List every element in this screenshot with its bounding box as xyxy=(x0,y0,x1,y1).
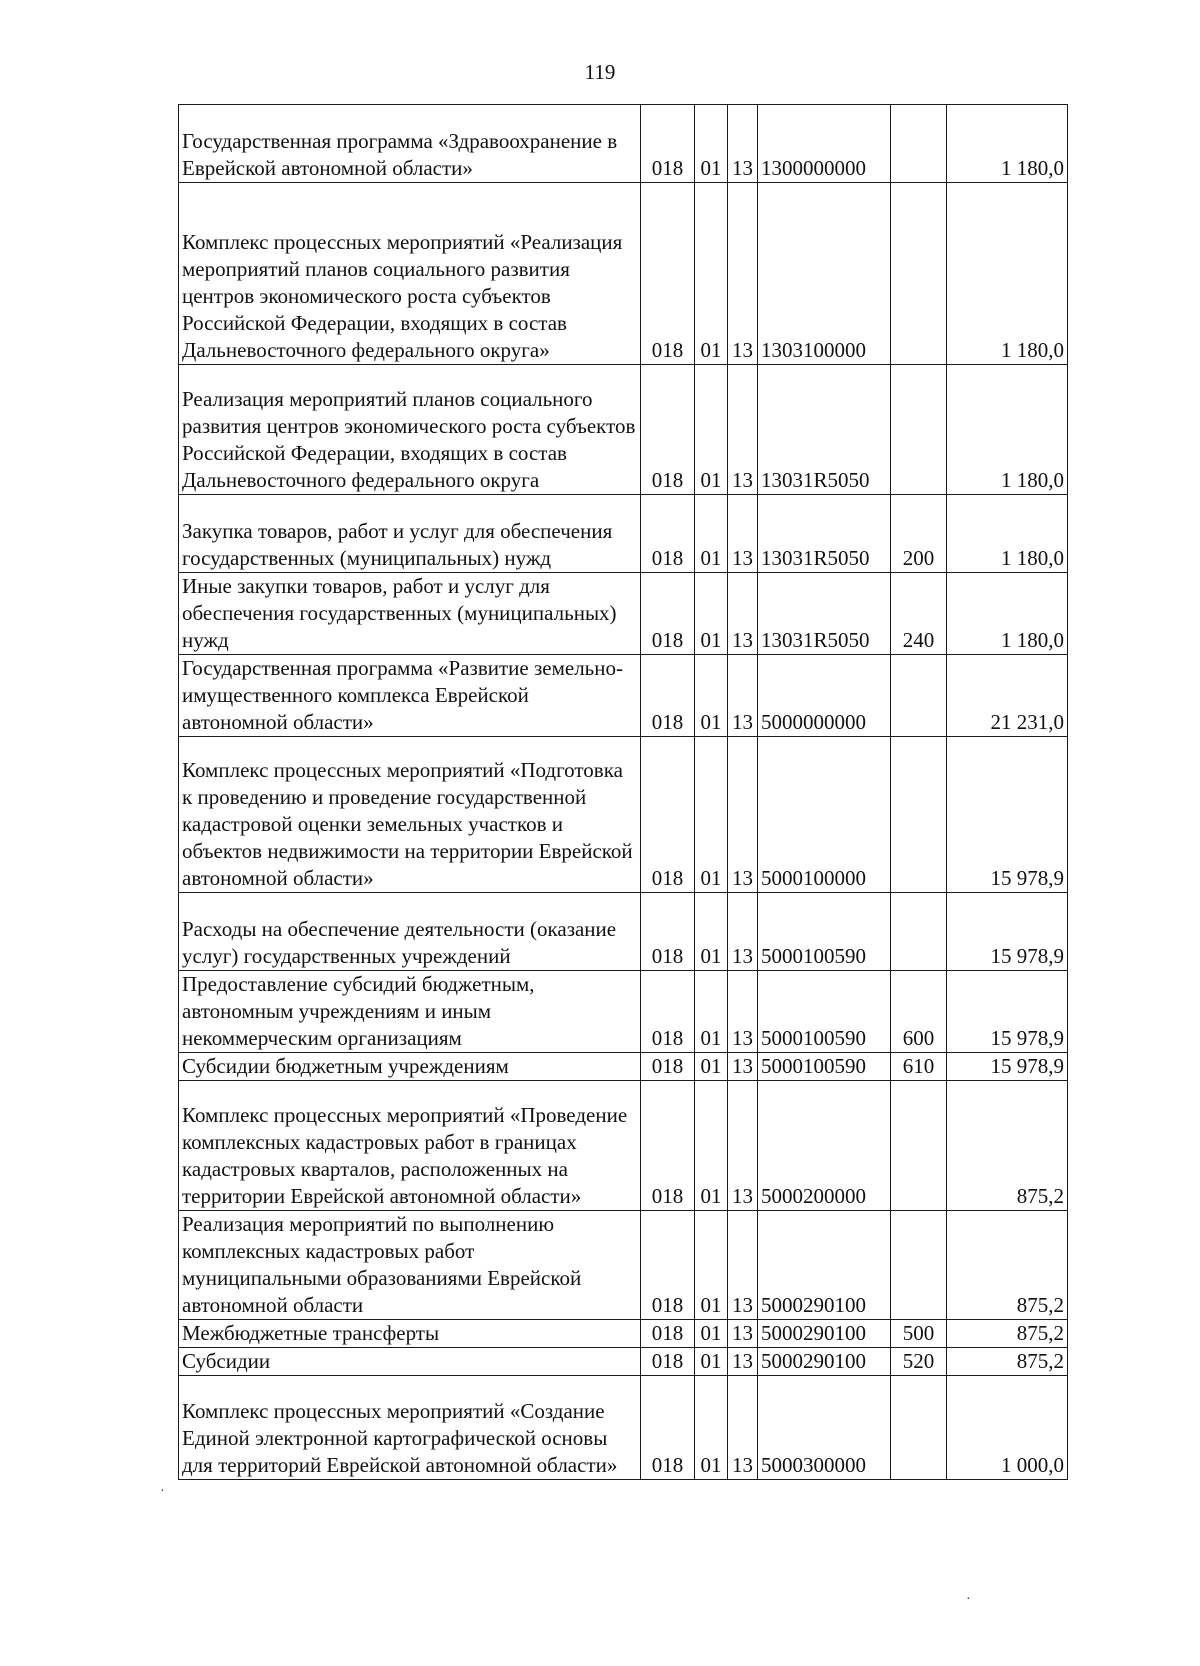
admin-code-cell xyxy=(641,495,695,573)
admin-code: 018 xyxy=(651,1293,684,1317)
amount-cell xyxy=(947,1053,1068,1081)
section-code: 01 xyxy=(700,944,722,968)
subsection-code-cell xyxy=(728,1320,758,1348)
section-code-cell xyxy=(695,573,728,655)
table-row xyxy=(179,893,1068,971)
admin-code: 018 xyxy=(651,1026,684,1050)
table-row xyxy=(179,105,1068,183)
row-name-cell xyxy=(179,495,641,573)
amount-cell xyxy=(947,655,1068,737)
admin-code: 018 xyxy=(651,944,684,968)
admin-code: 018 xyxy=(651,468,684,492)
admin-code-cell xyxy=(641,1376,695,1480)
target-article-code-cell xyxy=(758,1211,891,1320)
amount-cell xyxy=(947,1081,1068,1211)
target-article-code: 13031R5050 xyxy=(761,468,870,492)
amount: 1 180,0 xyxy=(1001,156,1064,180)
admin-code-cell xyxy=(641,1320,695,1348)
amount: 1 180,0 xyxy=(1001,628,1064,652)
target-article-code: 5000300000 xyxy=(761,1453,866,1477)
target-article-code: 5000290100 xyxy=(761,1293,866,1317)
section-code-cell xyxy=(695,893,728,971)
row-name: Государственная программа «Здравоохранение в Еврейской автономной области» xyxy=(182,129,618,180)
section-code-cell xyxy=(695,1348,728,1376)
target-article-code-cell xyxy=(758,105,891,183)
admin-code-cell xyxy=(641,1053,695,1081)
subsection-code-cell xyxy=(728,183,758,365)
row-name-cell xyxy=(179,737,641,893)
row-name-cell xyxy=(179,655,641,737)
section-code-cell xyxy=(695,495,728,573)
target-article-code: 13031R5050 xyxy=(761,546,870,570)
subsection-code-cell xyxy=(728,1211,758,1320)
table-row xyxy=(179,1348,1068,1376)
expense-type-code-cell xyxy=(891,1320,947,1348)
subsection-code-cell xyxy=(728,365,758,495)
section-code: 01 xyxy=(700,546,722,570)
subsection-code-cell xyxy=(728,105,758,183)
expense-type-code-cell xyxy=(891,655,947,737)
budget-table xyxy=(178,104,1068,1480)
subsection-code-cell xyxy=(728,737,758,893)
subsection-code: 13 xyxy=(732,1054,753,1078)
target-article-code: 5000290100 xyxy=(761,1321,866,1345)
amount: 15 978,9 xyxy=(990,866,1064,890)
row-name-cell xyxy=(179,1211,641,1320)
section-code: 01 xyxy=(700,1054,722,1078)
target-article-code: 5000000000 xyxy=(761,710,866,734)
row-name: Комплекс процессных мероприятий «Реализация мероприятий планов социального развития центров экономического роста субъектов Российской Федерации, входящих в состав Дальневосточного федерального округа» xyxy=(182,230,623,362)
section-code-cell xyxy=(695,1081,728,1211)
row-name: Комплекс процессных мероприятий «Подготовка к проведению и проведение государственной кадастровой оценки земельных участков и объектов недвижимости на территории Еврейской автономной области» xyxy=(182,758,633,890)
subsection-code: 13 xyxy=(732,1293,753,1317)
target-article-code-cell xyxy=(758,1348,891,1376)
row-name: Иные закупки товаров, работ и услуг для обеспечения государственных (муниципальных) нужд xyxy=(182,574,617,652)
amount: 15 978,9 xyxy=(990,944,1064,968)
row-name-cell xyxy=(179,183,641,365)
amount: 875,2 xyxy=(1016,1184,1064,1208)
row-name-cell xyxy=(179,1053,641,1081)
table-row xyxy=(179,365,1068,495)
admin-code: 018 xyxy=(651,156,684,180)
section-code-cell xyxy=(695,105,728,183)
expense-type-code: 240 xyxy=(902,628,935,652)
target-article-code-cell xyxy=(758,1053,891,1081)
amount: 875,2 xyxy=(1016,1321,1064,1345)
admin-code: 018 xyxy=(651,1349,684,1373)
row-name-cell xyxy=(179,573,641,655)
table-row xyxy=(179,573,1068,655)
expense-type-code-cell xyxy=(891,737,947,893)
expense-type-code-cell xyxy=(891,1053,947,1081)
subsection-code: 13 xyxy=(732,628,753,652)
section-code: 01 xyxy=(700,1349,722,1373)
subsection-code: 13 xyxy=(732,1349,753,1373)
section-code: 01 xyxy=(700,1026,722,1050)
expense-type-code: 600 xyxy=(902,1026,935,1050)
section-code-cell xyxy=(695,183,728,365)
section-code: 01 xyxy=(700,338,722,362)
section-code-cell xyxy=(695,1376,728,1480)
subsection-code: 13 xyxy=(732,710,753,734)
subsection-code-cell xyxy=(728,893,758,971)
admin-code: 018 xyxy=(651,628,684,652)
subsection-code: 13 xyxy=(732,1321,753,1345)
margin-dot: · xyxy=(966,1592,971,1607)
expense-type-code: 200 xyxy=(902,546,935,570)
target-article-code: 5000100590 xyxy=(761,944,866,968)
section-code: 01 xyxy=(700,468,722,492)
admin-code: 018 xyxy=(651,1321,684,1345)
amount-cell xyxy=(947,893,1068,971)
subsection-code-cell xyxy=(728,1081,758,1211)
section-code-cell xyxy=(695,1211,728,1320)
amount-cell xyxy=(947,105,1068,183)
row-name-cell xyxy=(179,971,641,1053)
admin-code-cell xyxy=(641,737,695,893)
admin-code-cell xyxy=(641,1348,695,1376)
section-code: 01 xyxy=(700,866,722,890)
admin-code-cell xyxy=(641,573,695,655)
table-row xyxy=(179,1081,1068,1211)
section-code-cell xyxy=(695,655,728,737)
target-article-code-cell xyxy=(758,365,891,495)
table-row xyxy=(179,495,1068,573)
amount: 15 978,9 xyxy=(990,1054,1064,1078)
section-code-cell xyxy=(695,737,728,893)
amount: 875,2 xyxy=(1016,1349,1064,1373)
section-code: 01 xyxy=(700,1184,722,1208)
subsection-code: 13 xyxy=(732,156,753,180)
target-article-code-cell xyxy=(758,1081,891,1211)
admin-code: 018 xyxy=(651,1184,684,1208)
expense-type-code: 500 xyxy=(902,1321,935,1345)
row-name-cell xyxy=(179,893,641,971)
table-row xyxy=(179,1053,1068,1081)
admin-code: 018 xyxy=(651,710,684,734)
subsection-code: 13 xyxy=(732,1453,753,1477)
table-row xyxy=(179,1211,1068,1320)
target-article-code-cell xyxy=(758,893,891,971)
expense-type-code-cell xyxy=(891,893,947,971)
subsection-code-cell xyxy=(728,971,758,1053)
subsection-code-cell xyxy=(728,573,758,655)
expense-type-code-cell xyxy=(891,1081,947,1211)
target-article-code-cell xyxy=(758,655,891,737)
subsection-code: 13 xyxy=(732,1184,753,1208)
expense-type-code-cell xyxy=(891,495,947,573)
admin-code: 018 xyxy=(651,866,684,890)
amount: 1 180,0 xyxy=(1001,338,1064,362)
row-name-cell xyxy=(179,1376,641,1480)
table-row xyxy=(179,655,1068,737)
subsection-code-cell xyxy=(728,1376,758,1480)
amount: 1 000,0 xyxy=(1001,1453,1064,1477)
section-code-cell xyxy=(695,365,728,495)
target-article-code-cell xyxy=(758,737,891,893)
amount-cell xyxy=(947,495,1068,573)
row-name: Комплекс процессных мероприятий «Создание Единой электронной картографической основы для территорий Еврейской автономной области» xyxy=(182,1399,618,1477)
subsection-code: 13 xyxy=(732,338,753,362)
row-name: Межбюджетные трансферты xyxy=(182,1321,440,1345)
section-code: 01 xyxy=(700,156,722,180)
admin-code-cell xyxy=(641,1211,695,1320)
row-name: Комплекс процессных мероприятий «Проведение комплексных кадастровых работ в границах кадастровых кварталов, расположенных на территории Еврейской автономной области» xyxy=(182,1103,628,1208)
amount-cell xyxy=(947,573,1068,655)
subsection-code: 13 xyxy=(732,1026,753,1050)
table-row xyxy=(179,1320,1068,1348)
amount-cell xyxy=(947,365,1068,495)
amount-cell xyxy=(947,1320,1068,1348)
row-name: Закупка товаров, работ и услуг для обеспечения государственных (муниципальных) нужд xyxy=(182,519,613,570)
amount: 21 231,0 xyxy=(990,710,1064,734)
amount-cell xyxy=(947,183,1068,365)
amount: 875,2 xyxy=(1016,1293,1064,1317)
section-code: 01 xyxy=(700,710,722,734)
admin-code: 018 xyxy=(651,1054,684,1078)
table-row xyxy=(179,971,1068,1053)
admin-code-cell xyxy=(641,971,695,1053)
page-number: 119 xyxy=(584,60,616,84)
expense-type-code-cell xyxy=(891,1348,947,1376)
section-code-cell xyxy=(695,1053,728,1081)
target-article-code: 5000200000 xyxy=(761,1184,866,1208)
target-article-code: 5000290100 xyxy=(761,1349,866,1373)
admin-code-cell xyxy=(641,183,695,365)
target-article-code: 5000100590 xyxy=(761,1026,866,1050)
amount: 15 978,9 xyxy=(990,1026,1064,1050)
amount: 1 180,0 xyxy=(1001,546,1064,570)
subsection-code: 13 xyxy=(732,546,753,570)
amount-cell xyxy=(947,1348,1068,1376)
section-code: 01 xyxy=(700,628,722,652)
section-code: 01 xyxy=(700,1453,722,1477)
target-article-code: 13031R5050 xyxy=(761,628,870,652)
target-article-code: 5000100000 xyxy=(761,866,866,890)
subsection-code: 13 xyxy=(732,866,753,890)
target-article-code: 1300000000 xyxy=(761,156,866,180)
row-name-cell xyxy=(179,1348,641,1376)
subsection-code: 13 xyxy=(732,468,753,492)
row-name-cell xyxy=(179,1081,641,1211)
target-article-code: 1303100000 xyxy=(761,338,866,362)
subsection-code: 13 xyxy=(732,944,753,968)
amount-cell xyxy=(947,971,1068,1053)
admin-code: 018 xyxy=(651,1453,684,1477)
margin-dot: · xyxy=(160,1484,165,1499)
target-article-code-cell xyxy=(758,1376,891,1480)
expense-type-code: 610 xyxy=(902,1054,935,1078)
row-name: Государственная программа «Развитие земельно-имущественного комплекса Еврейской автономной области» xyxy=(182,656,623,734)
admin-code-cell xyxy=(641,655,695,737)
table-row xyxy=(179,183,1068,365)
row-name-cell xyxy=(179,365,641,495)
expense-type-code: 520 xyxy=(902,1349,935,1373)
expense-type-code-cell xyxy=(891,971,947,1053)
amount-cell xyxy=(947,1211,1068,1320)
row-name-cell xyxy=(179,1320,641,1348)
expense-type-code-cell xyxy=(891,1376,947,1480)
section-code-cell xyxy=(695,971,728,1053)
row-name: Реализация мероприятий планов социального развития центров экономического роста субъектов Российской Федерации, входящих в состав Дальневосточного федерального округа xyxy=(182,387,636,492)
row-name: Расходы на обеспечение деятельности (оказание услуг) государственных учреждений xyxy=(182,917,617,968)
admin-code-cell xyxy=(641,1081,695,1211)
target-article-code: 5000100590 xyxy=(761,1054,866,1078)
row-name-cell xyxy=(179,105,641,183)
amount-cell xyxy=(947,737,1068,893)
expense-type-code-cell xyxy=(891,365,947,495)
target-article-code-cell xyxy=(758,495,891,573)
section-code-cell xyxy=(695,1320,728,1348)
admin-code: 018 xyxy=(651,546,684,570)
section-code: 01 xyxy=(700,1293,722,1317)
row-name: Предоставление субсидий бюджетным, автономным учреждениям и иным некоммерческим организациям xyxy=(182,972,535,1050)
target-article-code-cell xyxy=(758,183,891,365)
section-code: 01 xyxy=(700,1321,722,1345)
row-name: Субсидии xyxy=(182,1349,271,1373)
subsection-code-cell xyxy=(728,495,758,573)
subsection-code-cell xyxy=(728,655,758,737)
amount: 1 180,0 xyxy=(1001,468,1064,492)
expense-type-code-cell xyxy=(891,105,947,183)
amount-cell xyxy=(947,1376,1068,1480)
row-name: Субсидии бюджетным учреждениям xyxy=(182,1054,509,1078)
admin-code: 018 xyxy=(651,338,684,362)
subsection-code-cell xyxy=(728,1053,758,1081)
target-article-code-cell xyxy=(758,573,891,655)
admin-code-cell xyxy=(641,105,695,183)
admin-code-cell xyxy=(641,893,695,971)
expense-type-code-cell xyxy=(891,573,947,655)
table-row xyxy=(179,737,1068,893)
expense-type-code-cell xyxy=(891,1211,947,1320)
target-article-code-cell xyxy=(758,1320,891,1348)
subsection-code-cell xyxy=(728,1348,758,1376)
table-row xyxy=(179,1376,1068,1480)
expense-type-code-cell xyxy=(891,183,947,365)
admin-code-cell xyxy=(641,365,695,495)
row-name: Реализация мероприятий по выполнению комплексных кадастровых работ муниципальными образованиями Еврейской автономной области xyxy=(182,1212,582,1317)
target-article-code-cell xyxy=(758,971,891,1053)
